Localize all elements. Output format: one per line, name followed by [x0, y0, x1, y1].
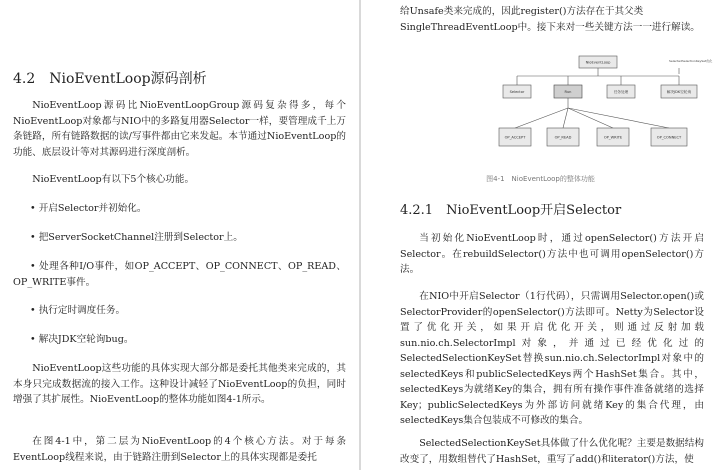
connector-line [515, 108, 568, 128]
level2-node-label: Run [564, 90, 572, 94]
figure-caption: 图4-1 NioEventLoop的整体功能 [486, 175, 595, 183]
level3-node-label: OP_READ [554, 135, 572, 140]
connector-line [568, 108, 669, 128]
intro-paragraph: NioEventLoop源码比NioEventLoopGroup源码复杂得多，每个NioEventLoop对象都与NIO中的多路复用器Selector一样，要管理成千上万条链路，所有链路数据的读/写事件都由它来发起。本节通过NioEventLoop的功能、底层设计等对其源码进行深度剖析。 [13, 100, 346, 158]
root-node-label: NioEventLoop [585, 60, 611, 65]
bullet-item: • 执行定时调度任务。 [30, 305, 126, 316]
level2-node-label: 解决JDK空轮询 [666, 90, 692, 94]
bullet-item: • 解决JDK空轮询bug。 [30, 334, 134, 345]
right-page [361, 0, 720, 470]
features-intro: NioEventLoop有以下5个核心功能。 [32, 174, 195, 185]
section-heading: 4.2 NioEventLoop源码剖析 [13, 71, 207, 87]
level3-node-label: OP_WRITE [603, 135, 623, 140]
level2-node-label: 任务处理 [613, 90, 629, 94]
bullet-item: • 把ServerSocketChannel注册到Selector上。 [30, 232, 243, 243]
subsection-heading: 4.2.1 NioEventLoop开启Selector [400, 203, 622, 218]
selector-optimization-paragraph: 在NIO中开启Selector（1行代码），只需调用Selector.open()或SelectorProvider的openSelector()方法即可。Netty为Selector设置了优化开关，如果开启优化开关，则通过反射加载sun.nio.ch.SelectorImpl对象，并通过已经优化过的SelectedSelectionKeySet替换sun.nio.ch.SelectorImpl对象中的selectedKeys和publicSelectedKeys两个HashSet集合。其中，selectedKeys为就绪Key的集合，拥有所有操作事件准备就绪的选择Key；publicSelectedKeys为外部访问就绪Key的集合代理，由selectedKeys集合包装成不可修改的集合。 [400, 291, 704, 426]
connector-line [563, 108, 568, 128]
side-note-label: SelectedSelectionKeySet优化 [669, 59, 713, 63]
connector-line [568, 108, 613, 128]
keyset-paragraph: SelectedSelectionKeySet具体做了什么优化呢？主要是数据结构改变了，用数组替代了HashSet，重写了add()和iterator()方法，使 [400, 438, 704, 465]
level3-node-label: OP_CONNECT [656, 135, 682, 140]
continued-text: 给Unsafe类来完成的，因此register()方法存在于其父类 SingleThreadEventLoop中。接下来对一些关键方法一一进行解读。 [400, 6, 700, 33]
design-paragraph: NioEventLoop这些功能的具体实现大部分都是委托其他类来完成的，其本身只完成数据流的接入工作。这种设计减轻了NioEventLoop的负担，同时增强了其扩展性。NioEventLoop的整体功能如图4-1所示。 [13, 363, 346, 405]
level2-node-label: Selector [509, 90, 525, 94]
level3-node-label: OP_ACCEPT [504, 135, 526, 140]
bullet-item: • 处理各种I/O事件，如OP_ACCEPT、OP_CONNECT、OP_READ、OP_WRITE事件。 [13, 261, 346, 288]
open-selector-paragraph: 当初始化NioEventLoop时，通过openSelector()方法开启Selector。在rebuildSelector()方法中也可调用openSelector()方法。 [400, 233, 704, 275]
nioeventloop-function-diagram [491, 44, 713, 184]
figure-description-paragraph: 在图4-1中，第二层为NioEventLoop的4个核心方法。对于每条EventLoop线程来说，由于链路注册到Selector上的具体实现都是委托 [13, 436, 346, 463]
bullet-item: • 开启Selector并初始化。 [30, 203, 147, 214]
left-page [0, 0, 359, 470]
